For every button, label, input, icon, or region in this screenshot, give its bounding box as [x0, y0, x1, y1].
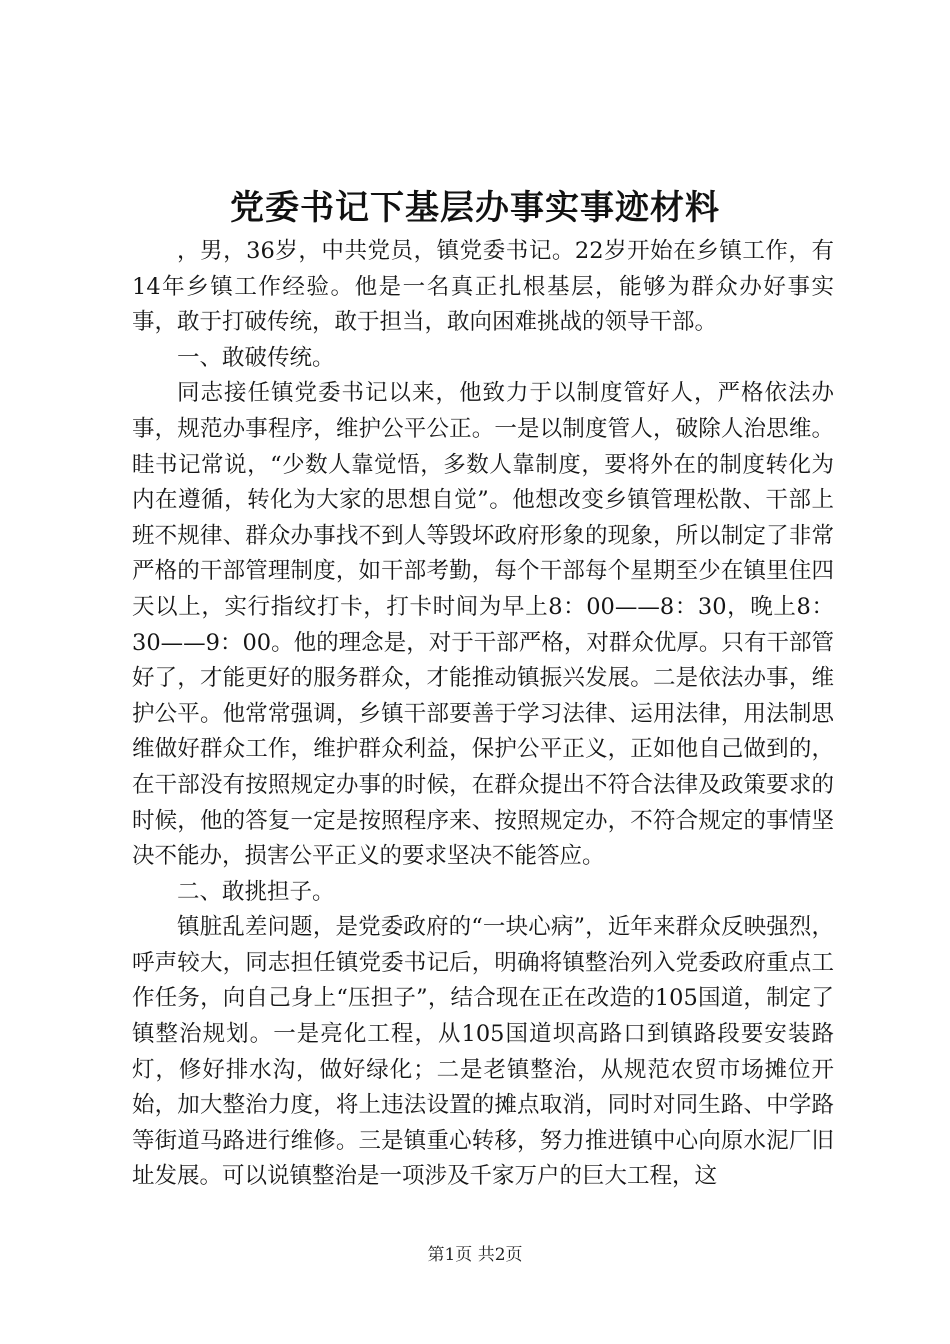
document-body [132, 234, 834, 1195]
paragraph-intro: ，男，36岁，中共党员，镇党委书记。22岁开始在乡镇工作，有14年乡镇工作经验。他是一名真正扎根基层，能够为群众办好事实事，敢于打破传统，敢于担当，敢向困难挑战的领导干部。 [132, 238, 834, 336]
paragraph-section-2: 镇脏乱差问题，是党委政府的“一块心病”，近年来群众反映强烈，呼声较大，同志担任镇党委书记后，明确将镇整治列入党委政府重点工作任务，向自己身上“压担子”，结合现在正在改造的105国道，制定了镇整治规划。一是亮化工程，从105国道坝高路口到镇路段要安装路灯，修好排水沟，做好绿化；二是老镇整治，从规范农贸市场摊位开始，加大整治力度，将上违法设置的摊点取消，同时对同生路、中学路等街道马路进行维修。三是镇重心转移，努力推进镇中心向原水泥厂旧址发展。可以说镇整治是一项涉及千家万户的巨大工程，这 [132, 914, 834, 1190]
document-title: 党委书记下基层办事实事迹材料 [230, 188, 720, 228]
page-footer: 第1页 共2页 [427, 1245, 523, 1265]
section-heading-1: 一、敢破传统。 [177, 344, 335, 371]
section-heading-2: 二、敢挑担子。 [177, 878, 335, 905]
paragraph-section-1: 同志接任镇党委书记以来，他致力于以制度管好人，严格依法办事，规范办事程序，维护公平公正。一是以制度管人，破除人治思维。眭书记常说，“少数人靠觉悟，多数人靠制度，要将外在的制度转化为内在遵循，转化为大家的思想自觉”。他想改变乡镇管理松散、干部上班不规律、群众办事找不到人等毁坏政府形象的现象，所以制定了非常严格的干部管理制度，如干部考勤，每个干部每个星期至少在镇里住四天以上，实行指纹打卡，打卡时间为早上8：00——8：30，晚上8：30——9：00。他的理念是，对于干部严格，对群众优厚。只有干部管好了，才能更好的服务群众，才能推动镇振兴发展。二是依法办事，维护公平。他常常强调，乡镇干部要善于学习法律、运用法律，用法制思维做好群众工作，维护群众利益，保护公平正义，正如他自己做到的，在干部没有按照规定办事的时候，在群众提出不符合法律及政策要求的时候，他的答复一定是按照程序来、按照规定办，不符合规定的事情坚决不能办，损害公平正义的要求坚决不能答应。 [132, 380, 834, 870]
